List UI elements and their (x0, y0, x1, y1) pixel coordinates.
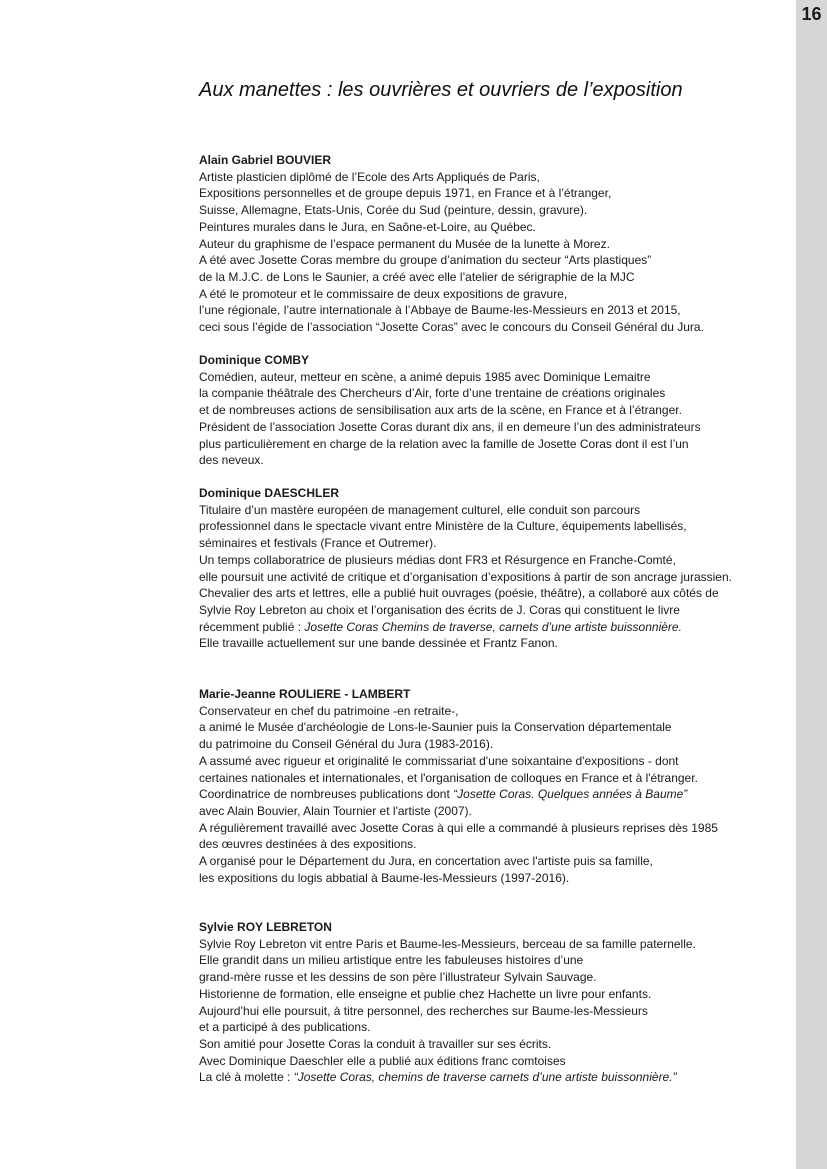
bio-line (199, 302, 704, 319)
bio-line (199, 770, 718, 787)
bio-title-italic: “Josette Coras. Quelques années à Baume” (453, 787, 688, 802)
bio-line (199, 936, 696, 953)
bio-text: Son amitié pour Josette Coras la conduit à travailler sur ses écrits. (199, 1036, 552, 1051)
bio-text: Avec Dominique Daeschler elle a publié aux éditions franc comtoises (199, 1053, 566, 1068)
contributor-name: Dominique DAESCHLER (199, 486, 340, 500)
bio-line (199, 952, 696, 969)
bio-line (199, 1019, 696, 1036)
bio-text: et de nombreuses actions de sensibilisation aux arts de la scène, en France et à l’étranger. (199, 403, 682, 418)
contributor-section (199, 352, 701, 469)
bio-text: elle poursuit une activité de critique et d’organisation d’expositions à partir de son ancrage jurassien. (199, 569, 732, 584)
bio-text: Elle travaille actuellement sur une bande dessinée et Frantz Fanon. (199, 636, 558, 651)
bio-text: professionnel dans le spectacle vivant entre Ministère de la Culture, équipements labellisés, (199, 519, 687, 534)
bio-line (199, 635, 732, 652)
bio-text: Coordinatrice de nombreuses publications dont (199, 787, 454, 802)
side-margin-band (796, 0, 827, 1169)
bio-text: Peintures murales dans le Jura, en Saône-et-Loire, au Québec. (199, 219, 536, 234)
bio-text: l’une régionale, l’autre internationale à l’Abbaye de Baume-les-Messieurs en 2013 et 2015, (199, 303, 681, 318)
bio-text: de la M.J.C. de Lons le Saunier, a créé avec elle l’atelier de sérigraphie de la MJC (199, 269, 635, 284)
bio-text: A été avec Josette Coras membre du groupe d’animation du secteur “Arts plastiques” (199, 253, 652, 268)
contributor-section (199, 485, 732, 652)
bio-line (199, 719, 718, 736)
bio-text: Historienne de formation, elle enseigne et publie chez Hachette un livre pour enfants. (199, 986, 652, 1001)
bio-line (199, 853, 718, 870)
bio-line (199, 1053, 696, 1070)
bio-line (199, 236, 704, 253)
bio-line (199, 1003, 696, 1020)
bio-text: séminaires et festivals (France et Outremer). (199, 536, 437, 551)
bio-line (199, 286, 704, 303)
bio-text: Chevalier des arts et lettres, elle a publié huit ouvrages (poésie, théâtre), a collaboré aux côtés de (199, 586, 719, 601)
bio-line (199, 969, 696, 986)
bio-text: ceci sous l’égide de l’association “Josette Coras” avec le concours du Conseil Général du Jura. (199, 320, 704, 335)
bio-text: plus particulièrement en charge de la relation avec la famille de Josette Coras dont il est l’un (199, 436, 689, 451)
bio-text: du patrimoine du Conseil Général du Jura (1983-2016). (199, 737, 494, 752)
bio-text: Expositions personnelles et de groupe depuis 1971, en France et à l’étranger, (199, 186, 612, 201)
bio-line (199, 369, 701, 386)
bio-text: et a participé à des publications. (199, 1020, 371, 1035)
bio-line (199, 602, 732, 619)
bio-line (199, 452, 701, 469)
bio-line (199, 736, 718, 753)
bio-text: Un temps collaboratrice de plusieurs médias dont FR3 et Résurgence en Franche-Comté, (199, 552, 676, 567)
bio-text: A été le promoteur et le commissaire de deux expositions de gravure, (199, 286, 568, 301)
bio-line (199, 753, 718, 770)
bio-title-italic: “Josette Coras, chemins de traverse carnets d’une artiste buissonnière.” (293, 1070, 677, 1085)
bio-text: La clé à molette : (199, 1070, 294, 1085)
bio-line (199, 703, 718, 720)
bio-line (199, 619, 732, 636)
bio-line (199, 585, 732, 602)
bio-line (199, 252, 704, 269)
bio-text: avec Alain Bouvier, Alain Tournier et l'artiste (2007). (199, 803, 472, 818)
contributor-name: Sylvie ROY LEBRETON (199, 920, 332, 934)
bio-line (199, 185, 704, 202)
bio-title-italic: Josette Coras Chemins de traverse, carnets d’une artiste buissonnière. (304, 619, 682, 634)
bio-text: Suisse, Allemagne, Etats-Unis, Corée du Sud (peinture, dessin, gravure). (199, 203, 588, 218)
bio-line (199, 986, 696, 1003)
bio-line (199, 786, 718, 803)
contributor-section (199, 686, 718, 886)
contributor-section (199, 152, 704, 336)
bio-line (199, 219, 704, 236)
contributor-section (199, 919, 696, 1086)
bio-text: A régulièrement travaillé avec Josette Coras à qui elle a commandé à plusieurs reprises dès 1985 (199, 820, 718, 835)
contributor-name: Dominique COMBY (199, 353, 309, 367)
bio-line (199, 569, 732, 586)
bio-text: Titulaire d’un mastère européen de management culturel, elle conduit son parcours (199, 502, 641, 517)
bio-line (199, 552, 732, 569)
bio-line (199, 836, 718, 853)
bio-text: des neveux. (199, 453, 264, 468)
bio-text: Artiste plasticien diplômé de l’Ecole des Arts Appliqués de Paris, (199, 169, 540, 184)
bio-text: A organisé pour le Département du Jura, en concertation avec l'artiste puis sa famille, (199, 854, 653, 869)
bio-line (199, 319, 704, 336)
bio-text: grand-mère russe et les dessins de son père l’illustrateur Sylvain Sauvage. (199, 970, 597, 985)
bio-line (199, 1036, 696, 1053)
bio-text: la companie théâtrale des Chercheurs d’Air, forte d’une trentaine de créations originales (199, 386, 666, 401)
bio-line (199, 402, 701, 419)
bio-text: Président de l’association Josette Coras durant dix ans, il en demeure l’un des administrateurs (199, 419, 701, 434)
bio-line (199, 269, 704, 286)
bio-line (199, 535, 732, 552)
bio-text: les expositions du logis abbatial à Baume-les-Messieurs (1997-2016). (199, 870, 570, 885)
bio-line (199, 419, 701, 436)
bio-text: Auteur du graphisme de l’espace permanent du Musée de la lunette à Morez. (199, 236, 610, 251)
contributor-name: Alain Gabriel BOUVIER (199, 153, 332, 167)
bio-text: A assumé avec rigueur et originalité le commissariat d'une soixantaine d'expositions - dont (199, 753, 679, 768)
bio-text: a animé le Musée d'archéologie de Lons-le-Saunier puis la Conservation départementale (199, 720, 672, 735)
bio-line (199, 169, 704, 186)
bio-text: récemment publié : (199, 619, 305, 634)
bio-line (199, 870, 718, 887)
bio-text: des œuvres destinées à des expositions. (199, 837, 417, 852)
bio-line (199, 803, 718, 820)
bio-text: Conservateur en chef du patrimoine -en retraite-, (199, 703, 459, 718)
bio-text: Aujourd’hui elle poursuit, à titre personnel, des recherches sur Baume-les-Messieurs (199, 1003, 648, 1018)
bio-text: Comédien, auteur, metteur en scène, a animé depuis 1985 avec Dominique Lemaitre (199, 369, 651, 384)
bio-line (199, 1069, 696, 1086)
page-title: Aux manettes : les ouvrières et ouvriers de l’exposition (199, 79, 683, 101)
bio-text: Sylvie Roy Lebreton au choix et l’organisation des écrits de J. Coras qui constituent le livre (199, 602, 680, 617)
bio-text: certaines nationales et internationales, et l'organisation de colloques en France et à l'étranger. (199, 770, 698, 785)
bio-line (199, 820, 718, 837)
bio-text: Elle grandit dans un milieu artistique entre les fabuleuses histoires d’une (199, 953, 584, 968)
bio-line (199, 385, 701, 402)
bio-line (199, 502, 732, 519)
bio-line (199, 202, 704, 219)
page-number: 16 (801, 4, 822, 24)
bio-line (199, 518, 732, 535)
bio-line (199, 436, 701, 453)
bio-text: Sylvie Roy Lebreton vit entre Paris et Baume-les-Messieurs, berceau de sa famille paternelle. (199, 936, 696, 951)
contributor-name: Marie-Jeanne ROULIERE - LAMBERT (199, 687, 411, 701)
